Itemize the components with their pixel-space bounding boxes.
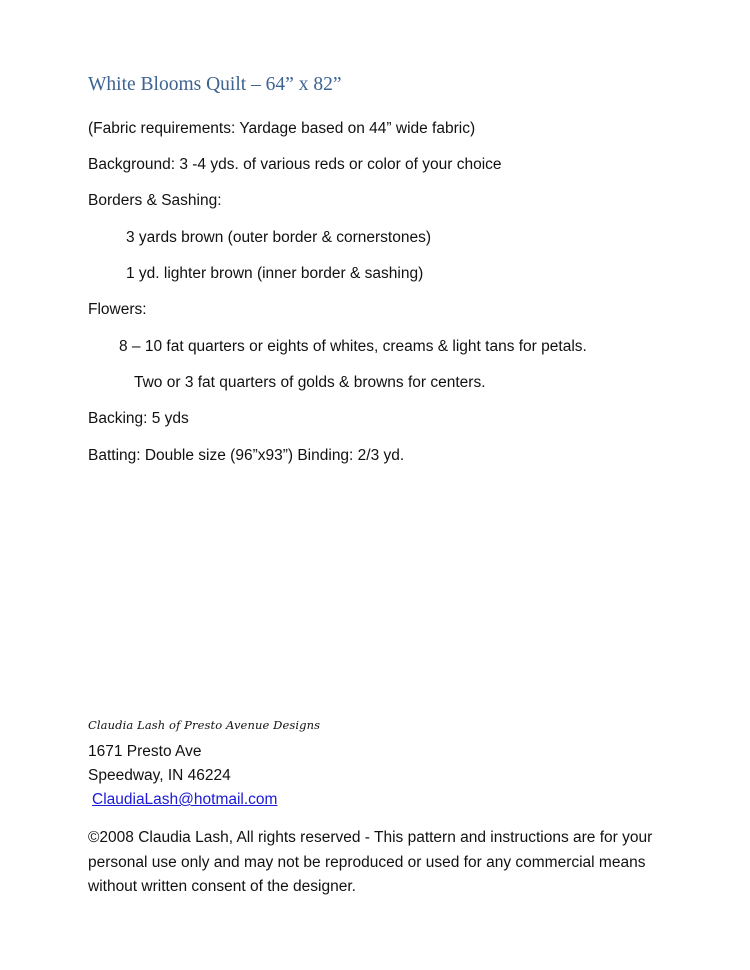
page-title: White Blooms Quilt – 64” x 82” (88, 74, 342, 95)
petals-requirement: 8 – 10 fat quarters or eights of whites, creams & light tans for petals. (119, 338, 587, 355)
background-requirement: Background: 3 -4 yds. of various reds or color of your choice (88, 156, 502, 173)
email-link-wrapper (92, 790, 277, 810)
designer-signature: Claudia Lash of Presto Avenue Designs (88, 718, 321, 732)
inner-border-requirement: 1 yd. lighter brown (inner border & sashing) (126, 265, 424, 282)
fabric-requirements-note: (Fabric requirements: Yardage based on 44” wide fabric) (88, 120, 476, 137)
centers-requirement: Two or 3 fat quarters of golds & browns for centers. (134, 374, 486, 391)
borders-sashing-heading: Borders & Sashing: (88, 192, 222, 209)
address-street: 1671 Presto Ave (88, 743, 202, 760)
outer-border-requirement: 3 yards brown (outer border & cornerstones) (126, 229, 431, 246)
batting-binding-requirement: Batting: Double size (96”x93”) Binding: 2/3 yd. (88, 447, 405, 464)
flowers-heading: Flowers: (88, 301, 147, 318)
email-link[interactable]: ClaudiaLash@hotmail.com (92, 791, 278, 808)
address-city: Speedway, IN 46224 (88, 767, 231, 784)
copyright-notice: ©2008 Claudia Lash, All rights reserved - This pattern and instructions are for your personal use only and may not be reproduced or used for any commercial means without written consent of the designer. (88, 829, 653, 895)
backing-requirement: Backing: 5 yds (88, 410, 189, 427)
